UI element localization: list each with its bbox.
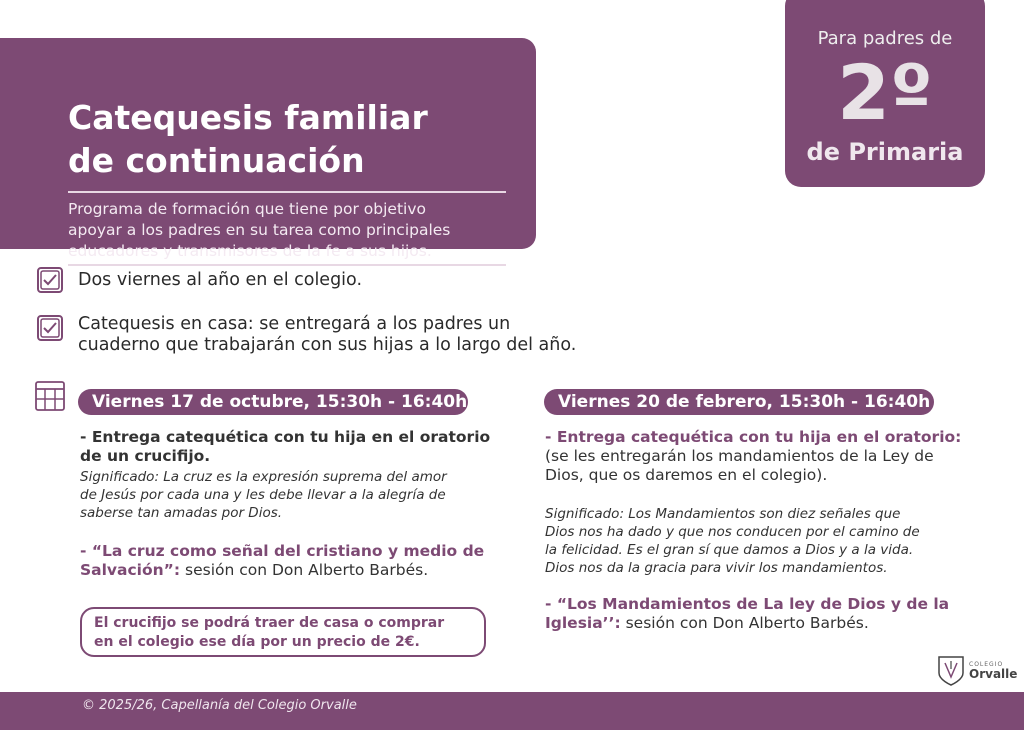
meaning-line: la felicidad. Es el gran sí que damos a Dios y a la vida. [545,542,914,558]
footer-copyright: © 2025/26, Capellanía del Colegio Orvalle [82,698,357,713]
talk-speaker: sesión con Don Alberto Barbés. [620,614,869,632]
note-line: en el colegio ese día por un precio de 2€. [94,634,420,650]
title-line-2: de continuación [68,141,365,180]
checkbox-checked-icon [36,314,64,342]
session-february-content [545,428,995,633]
crucifix-note [80,607,486,657]
check-text-line: cuaderno que trabajarán con sus hijas a lo largo del año. [78,335,577,355]
delivery-line: (se les entregarán los mandamientos de la Ley de [545,447,934,465]
title-line-1: Catequesis familiar [68,98,428,137]
delivery-item [80,428,520,466]
talk-title-line: Salvación”: [80,561,181,579]
delivery-line: de un crucifijo. [80,447,211,465]
meaning-line: Dios nos ha dado y que nos conducen por el camino de [545,524,920,540]
session-talk-item [80,542,520,580]
talk-speaker: sesión con Don Alberto Barbés. [180,561,429,579]
delivery-line: - Entrega catequética con tu hija en el oratorio: [545,428,962,446]
note-line: El crucifijo se podrá traer de casa o comprar [94,615,445,631]
check-text [78,314,576,356]
checkbox-checked-icon [36,266,64,294]
school-logo [937,655,1017,687]
divider-top [68,191,506,193]
grade-number: 2º [837,48,933,137]
check-item-friday-sessions [36,266,362,294]
meaning-line: de Jesús por cada una y les debe llevar a la alegría de [80,487,446,503]
grade-for-text: Para padres de [817,28,953,49]
talk-title-line: - “Los Mandamientos de La ley de Dios y de la [545,595,950,613]
logo-name: Orvalle [969,667,1018,681]
check-text-line: Dos viernes al año en el colegio. [78,270,363,290]
description-line: educadores y transmisores de la fe a sus hijos. [68,242,432,260]
delivery-line: - Entrega catequética con tu hija en el oratorio [80,428,491,446]
session-date-october: Viernes 17 de octubre, 15:30h - 16:40h [78,389,468,415]
meaning-text [80,468,520,522]
meaning-line: Significado: La cruz es la expresión suprema del amor [80,469,447,485]
talk-title-line: Iglesia’’: [545,614,621,632]
delivery-item [545,428,995,485]
description-line: Programa de formación que tiene por objetivo [68,200,426,218]
check-text-line: Catequesis en casa: se entregará a los padres un [78,314,511,334]
program-description [68,199,508,262]
school-shield-icon [937,655,965,687]
check-text [78,270,362,291]
meaning-line: Significado: Los Mandamientos son diez señales que [545,506,901,522]
footer-bar [0,692,1024,730]
session-october-content [80,428,520,580]
meaning-text [545,505,995,577]
title-panel [0,38,536,260]
grade-badge [785,0,985,187]
calendar-icon [34,380,66,412]
delivery-line: Dios, que os daremos en el colegio). [545,466,828,484]
check-item-home-catechesis [36,314,576,356]
logo-small-text: COLEGIO [969,661,1004,668]
meaning-line: saberse tan amadas por Dios. [80,505,283,521]
session-date-february: Viernes 20 de febrero, 15:30h - 16:40h [544,389,934,415]
description-line: apoyar a los padres en su tarea como principales [68,221,451,239]
meaning-line: Dios nos da la gracia para vivir los mandamientos. [545,560,888,576]
session-talk-item [545,595,995,633]
page-title [68,96,428,182]
talk-title-line: - “La cruz como señal del cristiano y medio de [80,542,485,560]
grade-level: de Primaria [806,138,964,166]
